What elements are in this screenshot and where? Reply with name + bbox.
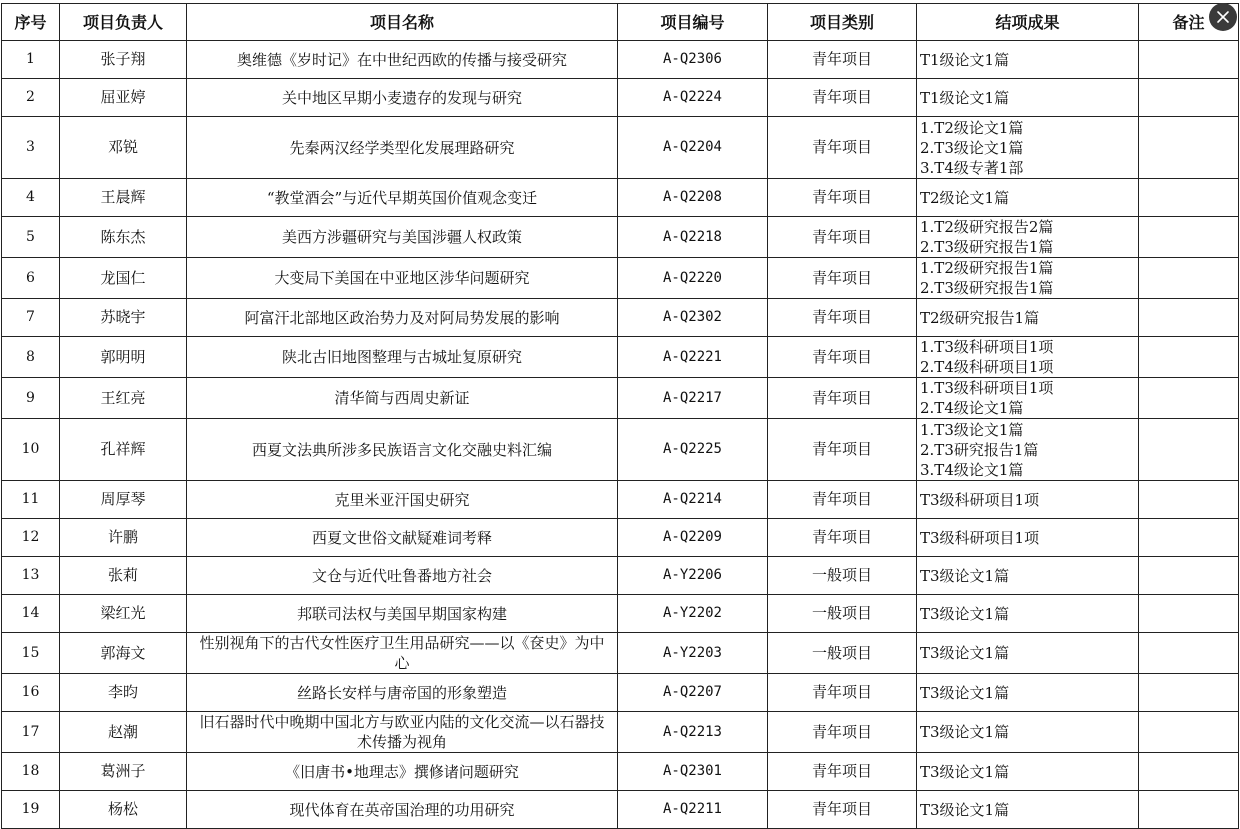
cell-project-code: A-Q2221 — [618, 337, 768, 378]
table-row — [2, 595, 1239, 633]
cell-project-code: A-Q2224 — [618, 79, 768, 117]
cell-leader: 葛洲子 — [60, 753, 187, 791]
result-line: 2.T3级论文1篇 — [920, 138, 1024, 157]
cell-project-code: A-Q2225 — [618, 419, 768, 481]
close-icon — [1215, 9, 1231, 25]
cell-remark — [1139, 41, 1239, 79]
cell-project-code: A-Q2213 — [618, 712, 768, 753]
cell-remark — [1139, 299, 1239, 337]
table-row — [2, 753, 1239, 791]
cell-project-name: 性别视角下的古代女性医疗卫生用品研究——以《奁史》为中心 — [187, 633, 618, 674]
close-button[interactable] — [1209, 3, 1237, 31]
cell-category: 青年项目 — [768, 481, 917, 519]
cell-remark — [1139, 633, 1239, 674]
cell-results — [917, 299, 1139, 337]
result-line: 1.T2级论文1篇 — [920, 118, 1024, 137]
header-cell-results: 结项成果 — [917, 4, 1139, 41]
cell-no: 16 — [2, 674, 60, 712]
cell-leader: 郭海文 — [60, 633, 187, 674]
cell-leader: 周厚琴 — [60, 481, 187, 519]
result-line: T2级研究报告1篇 — [920, 308, 1040, 327]
cell-category: 青年项目 — [768, 299, 917, 337]
result-line: T1级论文1篇 — [920, 50, 1010, 69]
cell-no: 18 — [2, 753, 60, 791]
cell-project-name: “教堂酒会”与近代早期英国价值观念变迁 — [187, 179, 618, 217]
cell-results — [917, 633, 1139, 674]
cell-results — [917, 674, 1139, 712]
table-row — [2, 419, 1239, 481]
cell-project-code: A-Q2207 — [618, 674, 768, 712]
cell-project-code: A-Y2202 — [618, 595, 768, 633]
cell-no: 2 — [2, 79, 60, 117]
header-row — [2, 4, 1239, 41]
cell-results — [917, 419, 1139, 481]
cell-remark — [1139, 519, 1239, 557]
result-line: 2.T4级科研项目1项 — [920, 358, 1054, 376]
result-line: 3.T4级专著1部 — [920, 158, 1024, 177]
cell-remark — [1139, 79, 1239, 117]
cell-no: 4 — [2, 179, 60, 217]
result-line: 2.T3级研究报告1篇 — [920, 238, 1054, 256]
cell-results — [917, 179, 1139, 217]
cell-project-name: 陕北古旧地图整理与古城址复原研究 — [187, 337, 618, 378]
header-cell-name: 项目名称 — [187, 4, 618, 41]
cell-project-name: 现代体育在英帝国治理的功用研究 — [187, 791, 618, 829]
table-row — [2, 712, 1239, 753]
cell-no: 8 — [2, 337, 60, 378]
project-table — [1, 3, 1239, 829]
cell-remark — [1139, 337, 1239, 378]
result-line: T3级论文1篇 — [920, 566, 1010, 585]
cell-project-code: A-Q2301 — [618, 753, 768, 791]
cell-category: 青年项目 — [768, 117, 917, 179]
result-line: 1.T3级论文1篇 — [920, 420, 1024, 439]
cell-category: 青年项目 — [768, 712, 917, 753]
cell-project-code: A-Q2302 — [618, 299, 768, 337]
table-row — [2, 633, 1239, 674]
cell-results — [917, 557, 1139, 595]
result-line: T1级论文1篇 — [920, 88, 1010, 107]
cell-leader: 张子翔 — [60, 41, 187, 79]
cell-remark — [1139, 217, 1239, 258]
result-line: 1.T2级研究报告1篇 — [920, 259, 1054, 277]
cell-results — [917, 712, 1139, 753]
cell-results — [917, 753, 1139, 791]
cell-no: 13 — [2, 557, 60, 595]
cell-category: 青年项目 — [768, 217, 917, 258]
cell-leader: 许鹏 — [60, 519, 187, 557]
cell-category: 青年项目 — [768, 519, 917, 557]
cell-no: 5 — [2, 217, 60, 258]
table-row — [2, 179, 1239, 217]
cell-project-name: 阿富汗北部地区政治势力及对阿局势发展的影响 — [187, 299, 618, 337]
cell-project-name: 奥维德《岁时记》在中世纪西欧的传播与接受研究 — [187, 41, 618, 79]
cell-no: 6 — [2, 258, 60, 299]
cell-project-name: 美西方涉疆研究与美国涉疆人权政策 — [187, 217, 618, 258]
cell-results — [917, 378, 1139, 419]
result-line: T3级科研项目1项 — [920, 490, 1040, 509]
cell-category: 青年项目 — [768, 179, 917, 217]
table-row — [2, 378, 1239, 419]
cell-project-name: 丝路长安样与唐帝国的形象塑造 — [187, 674, 618, 712]
cell-project-code: A-Q2306 — [618, 41, 768, 79]
cell-project-name: 旧石器时代中晚期中国北方与欧亚内陆的文化交流—以石器技术传播为视角 — [187, 712, 618, 753]
cell-category: 一般项目 — [768, 633, 917, 674]
cell-no: 12 — [2, 519, 60, 557]
cell-remark — [1139, 595, 1239, 633]
cell-results — [917, 41, 1139, 79]
header-cell-remark: 备注 — [1139, 4, 1239, 41]
result-line: 2.T3级研究报告1篇 — [920, 279, 1054, 297]
table-row — [2, 337, 1239, 378]
cell-project-name: 《旧唐书•地理志》撰修诸问题研究 — [187, 753, 618, 791]
result-line: T3级论文1篇 — [920, 723, 1010, 741]
cell-project-code: A-Q2214 — [618, 481, 768, 519]
cell-remark — [1139, 712, 1239, 753]
cell-remark — [1139, 557, 1239, 595]
cell-no: 10 — [2, 419, 60, 481]
table-row — [2, 557, 1239, 595]
cell-results — [917, 337, 1139, 378]
result-line: 1.T2级研究报告2篇 — [920, 218, 1054, 236]
cell-results — [917, 481, 1139, 519]
cell-no: 11 — [2, 481, 60, 519]
cell-no: 17 — [2, 712, 60, 753]
cell-project-name: 清华简与西周史新证 — [187, 378, 618, 419]
cell-leader: 王红亮 — [60, 378, 187, 419]
result-line: T3级科研项目1项 — [920, 528, 1040, 547]
cell-results — [917, 595, 1139, 633]
cell-remark — [1139, 753, 1239, 791]
cell-project-name: 邦联司法权与美国早期国家构建 — [187, 595, 618, 633]
table-row — [2, 217, 1239, 258]
cell-results — [917, 258, 1139, 299]
cell-category: 青年项目 — [768, 419, 917, 481]
cell-leader: 苏晓宇 — [60, 299, 187, 337]
table-row — [2, 674, 1239, 712]
header-cell-no: 序号 — [2, 4, 60, 41]
cell-category: 一般项目 — [768, 595, 917, 633]
cell-results — [917, 519, 1139, 557]
result-line: T3级论文1篇 — [920, 683, 1010, 702]
cell-remark — [1139, 481, 1239, 519]
cell-leader: 杨松 — [60, 791, 187, 829]
cell-category: 青年项目 — [768, 791, 917, 829]
header-cell-leader: 项目负责人 — [60, 4, 187, 41]
table-row — [2, 299, 1239, 337]
cell-remark — [1139, 117, 1239, 179]
table-row — [2, 481, 1239, 519]
cell-remark — [1139, 791, 1239, 829]
cell-leader: 邓锐 — [60, 117, 187, 179]
cell-leader: 张莉 — [60, 557, 187, 595]
cell-no: 19 — [2, 791, 60, 829]
cell-project-code: A-Q2220 — [618, 258, 768, 299]
cell-leader: 孔祥辉 — [60, 419, 187, 481]
cell-remark — [1139, 258, 1239, 299]
cell-results — [917, 791, 1139, 829]
table-row — [2, 519, 1239, 557]
cell-leader: 梁红光 — [60, 595, 187, 633]
result-line: T3级论文1篇 — [920, 604, 1010, 623]
cell-project-name: 大变局下美国在中亚地区涉华问题研究 — [187, 258, 618, 299]
cell-project-code: A-Q2218 — [618, 217, 768, 258]
cell-category: 青年项目 — [768, 41, 917, 79]
cell-no: 14 — [2, 595, 60, 633]
cell-project-code: A-Q2204 — [618, 117, 768, 179]
result-line: 3.T4级论文1篇 — [920, 460, 1024, 479]
result-line: T2级论文1篇 — [920, 188, 1010, 207]
cell-remark — [1139, 378, 1239, 419]
cell-category: 青年项目 — [768, 753, 917, 791]
cell-results — [917, 117, 1139, 179]
table-row — [2, 41, 1239, 79]
cell-project-name: 关中地区早期小麦遗存的发现与研究 — [187, 79, 618, 117]
table-row — [2, 79, 1239, 117]
table-row — [2, 258, 1239, 299]
cell-leader: 赵潮 — [60, 712, 187, 753]
cell-leader: 李昀 — [60, 674, 187, 712]
cell-project-name: 先秦两汉经学类型化发展理路研究 — [187, 117, 618, 179]
cell-leader: 陈东杰 — [60, 217, 187, 258]
result-line: 2.T3研究报告1篇 — [920, 440, 1039, 459]
cell-project-code: A-Y2203 — [618, 633, 768, 674]
cell-project-code: A-Q2209 — [618, 519, 768, 557]
result-line: T3级论文1篇 — [920, 644, 1010, 662]
table-body — [2, 41, 1239, 829]
cell-category: 青年项目 — [768, 674, 917, 712]
cell-no: 7 — [2, 299, 60, 337]
cell-category: 青年项目 — [768, 337, 917, 378]
table-row — [2, 791, 1239, 829]
cell-leader: 王晨辉 — [60, 179, 187, 217]
cell-project-code: A-Q2211 — [618, 791, 768, 829]
cell-leader: 屈亚婷 — [60, 79, 187, 117]
cell-no: 1 — [2, 41, 60, 79]
header-cell-category: 项目类别 — [768, 4, 917, 41]
result-line: 1.T3级科研项目1项 — [920, 338, 1054, 356]
cell-no: 3 — [2, 117, 60, 179]
cell-project-code: A-Q2217 — [618, 378, 768, 419]
cell-leader: 郭明明 — [60, 337, 187, 378]
cell-category: 青年项目 — [768, 378, 917, 419]
cell-project-name: 西夏文世俗文献疑难词考释 — [187, 519, 618, 557]
cell-project-name: 西夏文法典所涉多民族语言文化交融史料汇编 — [187, 419, 618, 481]
cell-project-code: A-Q2208 — [618, 179, 768, 217]
table-row — [2, 117, 1239, 179]
cell-leader: 龙国仁 — [60, 258, 187, 299]
result-line: 2.T4级论文1篇 — [920, 399, 1024, 417]
result-line: 1.T3级科研项目1项 — [920, 379, 1054, 397]
cell-remark — [1139, 179, 1239, 217]
cell-no: 15 — [2, 633, 60, 674]
cell-project-name: 克里米亚汗国史研究 — [187, 481, 618, 519]
cell-category: 青年项目 — [768, 258, 917, 299]
cell-remark — [1139, 674, 1239, 712]
cell-project-code: A-Y2206 — [618, 557, 768, 595]
cell-remark — [1139, 419, 1239, 481]
cell-results — [917, 79, 1139, 117]
cell-no: 9 — [2, 378, 60, 419]
result-line: T3级论文1篇 — [920, 762, 1010, 781]
cell-project-name: 文仓与近代吐鲁番地方社会 — [187, 557, 618, 595]
header-cell-code: 项目编号 — [618, 4, 768, 41]
cell-category: 青年项目 — [768, 79, 917, 117]
result-line: T3级论文1篇 — [920, 800, 1010, 819]
cell-category: 一般项目 — [768, 557, 917, 595]
cell-results — [917, 217, 1139, 258]
